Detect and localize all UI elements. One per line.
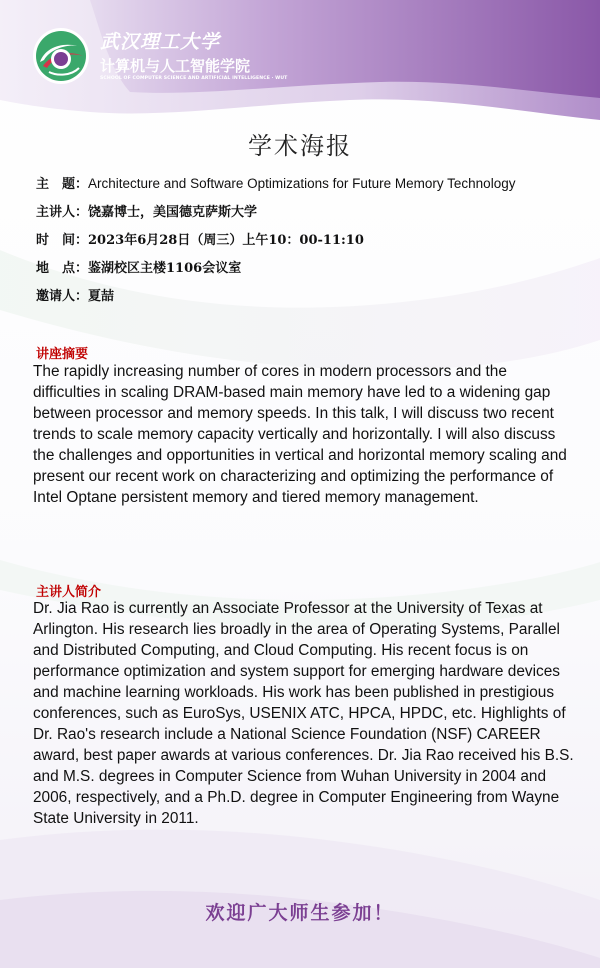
info-value-topic: Architecture and Software Optimizations for Future Memory Technology	[88, 176, 516, 191]
abstract-heading: 讲座摘要	[36, 347, 89, 362]
info-value-location: 鉴湖校区主楼1106会议室	[88, 261, 242, 276]
info-value-host: 夏喆	[88, 289, 115, 304]
info-row-location	[36, 257, 576, 285]
info-value-speaker: 饶嘉博士，美国德克萨斯大学	[88, 205, 258, 220]
info-label: 主 题：	[36, 177, 89, 192]
event-info	[36, 173, 576, 313]
info-row-time	[36, 229, 576, 257]
poster-title: 学术海报	[248, 132, 352, 160]
info-row-topic	[36, 173, 576, 201]
bio-body: Dr. Jia Rao is currently an Associate Professor at the University of Texas at Arlington. His research lies broadly in the area of Operating Systems, Parallel and Distributed Computing, and Cloud Computing. His recent focus is on performance optimization and system support for emerging hardware devices and machine learning workloads. His work has been published in prestigious conferences, such as EuroSys, USENIX ATC, HPCA, HPDC, etc. Highlights of Dr. Rao's research include a National Science Foundation (NSF) CAREER award, best paper awards at various conferences. Dr. Jia Rao received his B.S. and M.S. degrees in Computer Science from Wuhan University in 2004 and 2006, respectively, and a Ph.D. degree in Computer Engineering from Wayne State University in 2011.	[33, 600, 574, 827]
bio-heading: 主讲人简介	[36, 585, 102, 600]
info-label: 邀请人：	[36, 289, 89, 304]
info-row-host	[36, 285, 576, 313]
abstract-body: The rapidly increasing number of cores in modern processors and the difficulties in scaling DRAM-based main memory have led to a widening gap between processor and memory speeds. In this talk, I will discuss two recent trends to scale memory capacity vertically and horizontally. I will also discuss the challenges and opportunities in vertical and horizontal memory scaling and present our recent work on characterizing and optimizing the performance of Intel Optane persistent memory and tiered memory management.	[33, 363, 567, 506]
info-value-time: 2023年6月28日（周三）上午10：00-11:10	[88, 233, 364, 248]
school-name: 计算机与人工智能学院	[100, 57, 251, 75]
school-name-english: SCHOOL OF COMPUTER SCIENCE AND ARTIFICIAL INTELLIGENCE · WUT	[100, 76, 288, 81]
info-label: 地 点：	[36, 261, 89, 276]
info-label: 时 间：	[36, 233, 89, 248]
university-name: 武汉理工大学	[100, 31, 221, 53]
welcome-message: 欢迎广大师生参加！	[205, 902, 395, 924]
info-label: 主讲人：	[36, 205, 89, 220]
header	[0, 0, 600, 110]
info-row-speaker	[36, 201, 576, 229]
university-logo-icon	[31, 26, 91, 86]
